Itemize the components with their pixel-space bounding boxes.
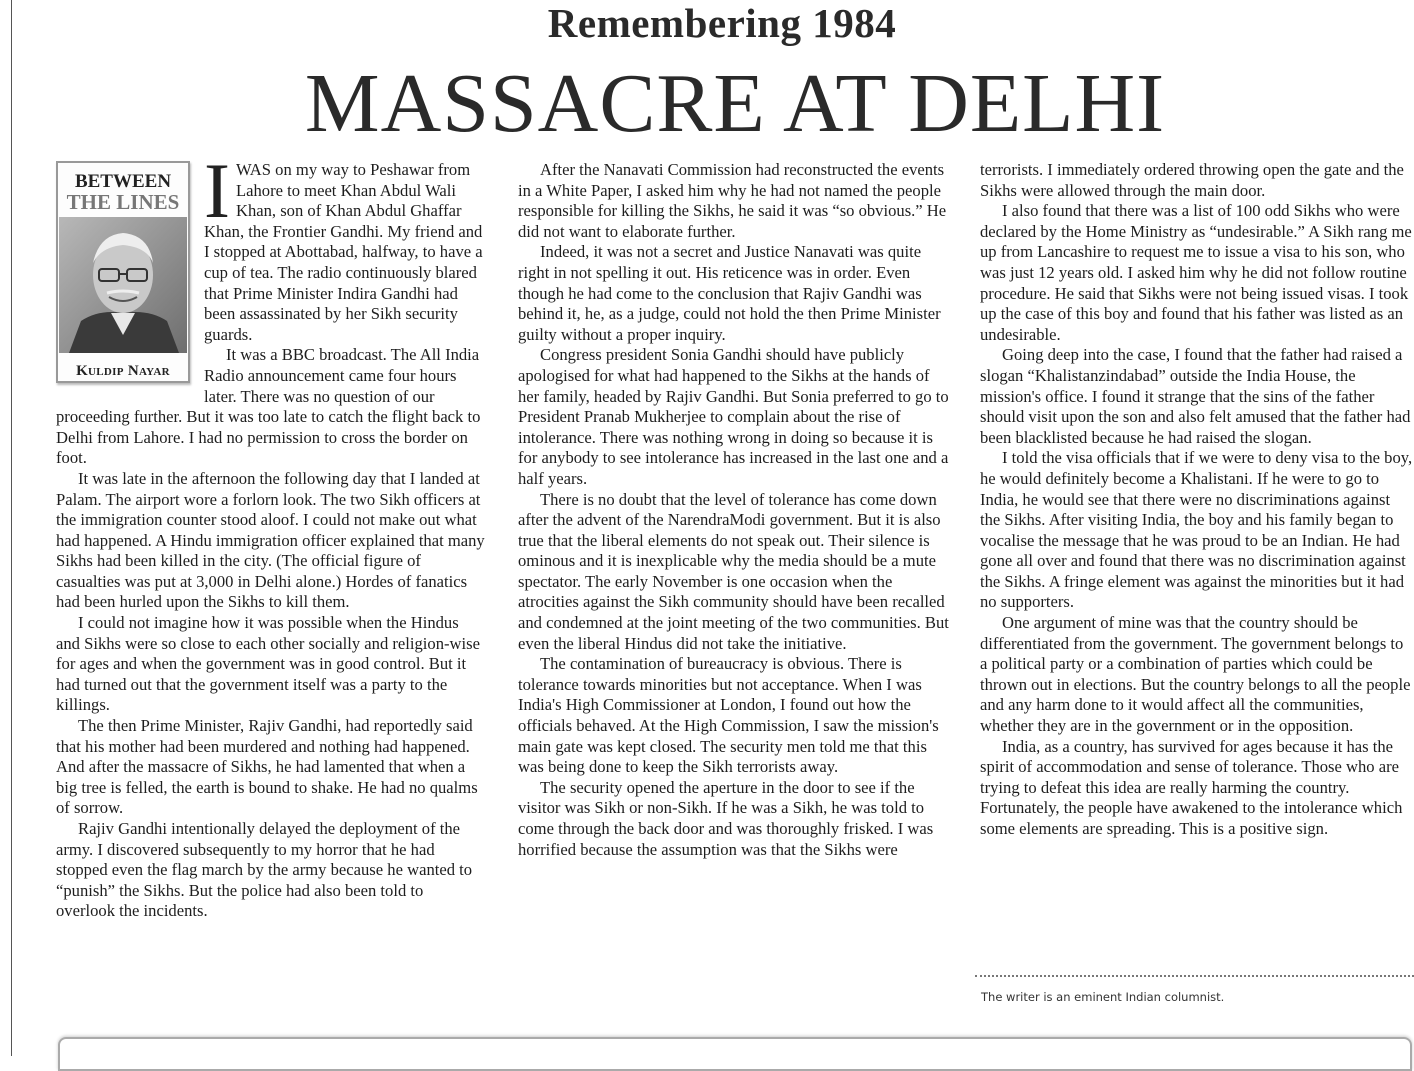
article-column-1: [56, 147, 486, 922]
column-logo-box: [56, 161, 190, 383]
article-column-3: [980, 160, 1414, 840]
author-name: Kuldip Nayar: [76, 363, 170, 379]
paragraph: It was late in the afternoon the following day that I landed at Palam. The airport wore a forlorn look. The two Sikh officers at the immigration counter stood aloof. I could not make out what had happened. A Hindu immigration officer explained that many Sikhs had been killed in the city. (The official figure of casualties was put at 3,000 in Delhi alone.) Hordes of fanatics had been hurled upon the Sikhs to kill them.: [56, 468, 485, 612]
paragraph: There is no doubt that the level of tolerance has come down after the advent of the NarendraModi government. But it is also true that the liberal elements do not speak out. Their silence is ominous and it is inexplicable why the media should be a mute spectator. The early November is one occasion when the atrocities against the Sikh community should have been recalled and condemned at the joint meeting of the two communities. But even the liberal Hindus did not take the initiative.: [518, 489, 949, 653]
article-column-2: [518, 160, 952, 860]
paragraph: Indeed, it was not a secret and Justice Nanavati was quite right in not spelling it out. His reticence was in order. Even though he had come to the conclusion that Rajiv Gandhi was behind it, he, as a judge, could not hold the then Prime Minister guilty without a proper inquiry.: [518, 242, 941, 344]
article-headline: MASSACRE AT DELHI: [304, 57, 1166, 150]
paragraph: Congress president Sonia Gandhi should have publicly apologised for what had happened to the Sikhs at the hands of her family, headed by Rajiv Gandhi. But Sonia preferred to go to President Pranab Mukherjee to complain about the rise of intolerance. There was nothing wrong in doing so because it is for anybody to see intolerance has increased in the last one and a half years.: [518, 345, 949, 488]
bottom-panel-edge: [58, 1037, 1412, 1071]
paragraph: terrorists. I immediately ordered throwing open the gate and the Sikhs were allowed through the main door.: [980, 160, 1404, 200]
paragraph: The security opened the aperture in the door to see if the visitor was Sikh or non-Sikh. If he was a Sikh, he was told to come through the back door and was thoroughly frisked. I was horrified because the assumption was that the Sikhs were: [518, 777, 934, 859]
column-title-between: BETWEEN: [74, 171, 172, 192]
writer-credit: The writer is an eminent Indian columnist.: [981, 990, 1225, 1004]
paragraph: The contamination of bureaucracy is obvious. There is tolerance towards minorities but not acceptance. When I was India's High Commissioner at London, I found out how the officials behaved. At the High Commission, I saw the mission's main gate was kept closed. The security men told me that this was being done to keep the Sikh terrorists away.: [518, 654, 939, 777]
paragraph: WAS on my way to Peshawar from Lahore to meet Khan Abdul Wali Khan, son of Khan Abdul Ghaffar Khan, the Frontier Gandhi. My friend and I stopped at Abottabad, halfway, to have a cup of tea. The radio continuously blared that Prime Minister Indira Gandhi had been assassinated by her Sikh security guards.: [204, 160, 483, 344]
paragraph: Rajiv Gandhi intentionally delayed the deployment of the army. I discovered subsequently to my horror that he had stopped even the flag march by the army because he wanted to “punish” the Sikhs. But the police had also been told to overlook the incidents.: [56, 819, 473, 921]
author-photo: [59, 217, 187, 353]
author-portrait-icon: [59, 217, 187, 353]
paragraph: India, as a country, has survived for ages because it has the spirit of accommodation and sense of tolerance. Those who are trying to defeat this idea are really harming the country. Fortunately, the people have awakened to the intolerance which some elements are spreading. This is a positive sign.: [980, 736, 1403, 838]
paragraph: I also found that there was a list of 100 odd Sikhs who were declared by the Home Ministry as “undesirable.” A Sikh rang me up from Lancashire to request me to issue a visa to his son, who was just 12 years old. I asked him why he did not follow routine procedure. He said that Sikhs were not being issued visas. I took up the case of this boy and found that his father was listed as an undesirable.: [980, 201, 1412, 344]
page-left-rule: [11, 0, 12, 1056]
drop-cap: I: [204, 147, 230, 234]
paragraph: The then Prime Minister, Rajiv Gandhi, had reportedly said that his mother had been murdered and nothing had happened. And after the massacre of Sikhs, he had lamented that when a big tree is felled, the earth is bound to shake. He had no qualms of sorrow.: [56, 716, 478, 818]
paragraph: I told the visa officials that if we were to deny visa to the boy, he would definitely become a Khalistani. If he were to go to India, he would see that there were no discriminations against the Sikhs. After visiting India, the boy and his family began to vocalise the message that he was proud to be an Indian. He had gone all over and found that there was no discrimination against the Sikhs. A fringe element was against the minorities but it had no supporters.: [980, 448, 1413, 612]
dotted-divider: [975, 975, 1414, 977]
paragraph: I could not imagine how it was possible when the Hindus and Sikhs were so close to each other socially and religion-wise for ages and when the government was in good control. But it had turned out that the government itself was a party to the killings.: [56, 613, 480, 715]
paragraph: It was a BBC broadcast. The All India Radio announcement came four hours later. There was no question of our proceeding further. But it was too late to catch the flight back to Delhi from Lahore. I had no permission to cross the border on foot.: [56, 345, 481, 468]
column-title-the-lines: THE LINES: [66, 190, 180, 214]
paragraph: One argument of mine was that the country should be differentiated from the government. The government belongs to a political party or a combination of parties which could be thrown out in elections. But the country belongs to all the people and any harm done to it would affect all the communities, whether they are in the government or in the opposition.: [980, 613, 1411, 736]
paragraph: Going deep into the case, I found that the father had raised a slogan “Khalistanzindabad” outside the India House, the mission's office. I found it strange that the sins of the father should visit upon the son and also felt amused that the father had been blacklisted because he had raised the slogan.: [980, 345, 1411, 447]
paragraph: After the Nanavati Commission had reconstructed the events in a White Paper, I asked him why he had not named the people responsible for killing the Sikhs, he said it was “so obvious.” He did not want to elaborate further.: [518, 160, 947, 241]
article-kicker: Remembering 1984: [547, 0, 897, 46]
